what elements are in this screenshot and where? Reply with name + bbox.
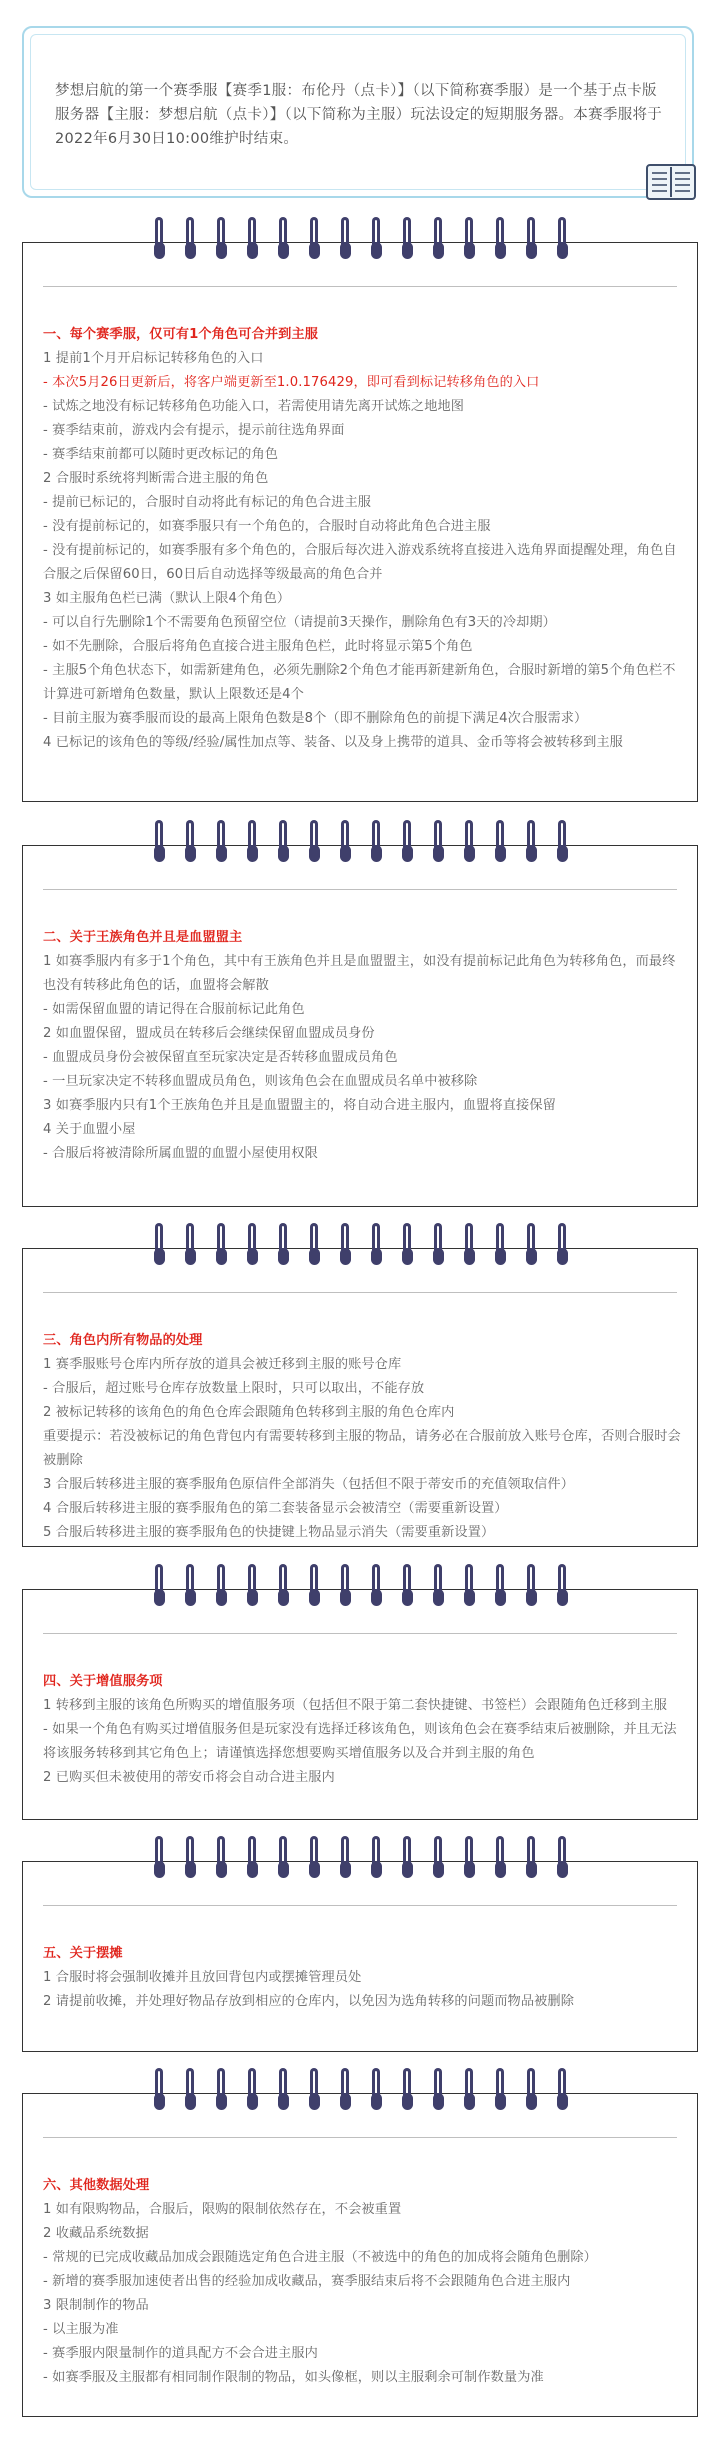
section-body: [23, 1906, 697, 2014]
binder-ring-icon: [464, 2068, 474, 2112]
section-title: 六、其他数据处理: [43, 2178, 150, 2193]
section-line: - 合服后将被清除所属血盟的血盟小屋使用权限: [43, 1146, 318, 1161]
binder-ring-icon: [247, 1564, 257, 1608]
section-line: - 如需保留血盟的请记得在合服前标记此角色: [43, 1002, 305, 1017]
binder-ring-icon: [278, 820, 288, 864]
binder-rings: [23, 820, 697, 864]
binder-ring-icon: [402, 2068, 412, 2112]
section-line: 2 如血盟保留，盟成员在转移后会继续保留血盟成员身份: [43, 1026, 375, 1041]
binder-ring-icon: [278, 2068, 288, 2112]
binder-ring-icon: [247, 217, 257, 261]
binder-ring-icon: [340, 1836, 350, 1880]
section-line: - 主服5个角色状态下，如需新建角色，必须先删除2个角色才能再新建新角色，合服时新增的第5个角色栏不计算进可新增角色数量，默认上限数还是4个: [43, 663, 676, 702]
binder-ring-icon: [464, 820, 474, 864]
binder-ring-icon: [557, 217, 567, 261]
section-line: - 本次5月26日更新后，将客户端更新至1.0.176429，即可看到标记转移角色的入口: [43, 375, 540, 390]
binder-ring-icon: [154, 820, 164, 864]
binder-rings: [23, 1836, 697, 1880]
binder-ring-icon: [340, 1564, 350, 1608]
binder-ring-icon: [433, 217, 443, 261]
intro-box: [22, 26, 694, 198]
section-line: 2 合服时系统将判断需合进主服的角色: [43, 471, 269, 486]
intro-text: 梦想启航的第一个赛季服【赛季1服：布伦丹（点卡）】（以下简称赛季服）是一个基于点卡版服务器【主服：梦想启航（点卡）】（以下简称为主服）玩法设定的短期服务器。本赛季服将于2022年6月30日10:00维护时结束。: [30, 34, 686, 190]
section-line: - 以主服为准: [43, 2322, 119, 2337]
section-line: 1 提前1个月开启标记转移角色的入口: [43, 351, 264, 366]
sections-container: [0, 242, 720, 2417]
section-line: - 一旦玩家决定不转移血盟成员角色，则该角色会在血盟成员名单中被移除: [43, 1074, 478, 1089]
binder-ring-icon: [309, 820, 319, 864]
binder-ring-icon: [247, 820, 257, 864]
section-title: 四、关于增值服务项: [43, 1674, 163, 1689]
section-title: 二、关于王族角色并且是血盟盟主: [43, 930, 243, 945]
binder-ring-icon: [278, 217, 288, 261]
binder-rings: [23, 1564, 697, 1608]
binder-ring-icon: [495, 217, 505, 261]
binder-ring-icon: [495, 1564, 505, 1608]
binder-rings: [23, 217, 697, 261]
section-body: [23, 890, 697, 1166]
binder-ring-icon: [216, 1564, 226, 1608]
binder-ring-icon: [309, 1836, 319, 1880]
binder-ring-icon: [309, 1223, 319, 1267]
notebook-section-4: [22, 1589, 698, 1820]
binder-ring-icon: [495, 2068, 505, 2112]
notebook-section-2: [22, 845, 698, 1207]
section-line: 3 合服后转移进主服的赛季服角色原信件全部消失（包括但不限于蒂安币的充值领取信件）: [43, 1477, 574, 1492]
binder-ring-icon: [371, 1564, 381, 1608]
section-line: - 如不先删除，合服后将角色直接合进主服角色栏，此时将显示第5个角色: [43, 639, 473, 654]
binder-ring-icon: [402, 1564, 412, 1608]
binder-ring-icon: [402, 1836, 412, 1880]
binder-ring-icon: [247, 1836, 257, 1880]
section-line: 1 如赛季服内有多于1个角色，其中有王族角色并且是血盟盟主，如没有提前标记此角色为转移角色，而最终也没有转移此角色的话，血盟将会解散: [43, 954, 676, 993]
section-line: - 常规的已完成收藏品加成会跟随选定角色合进主服（不被选中的角色的加成将会随角色删除）: [43, 2250, 597, 2265]
binder-ring-icon: [557, 2068, 567, 2112]
binder-ring-icon: [557, 1564, 567, 1608]
binder-ring-icon: [464, 217, 474, 261]
section-line: - 没有提前标记的，如赛季服有多个角色的，合服后每次进入游戏系统将直接进入选角界面提醒处理，角色自合服之后保留60日，60日后自动选择等级最高的角色合并: [43, 543, 677, 582]
binder-ring-icon: [464, 1223, 474, 1267]
binder-ring-icon: [216, 1223, 226, 1267]
binder-ring-icon: [433, 1223, 443, 1267]
binder-ring-icon: [309, 1564, 319, 1608]
binder-ring-icon: [154, 1836, 164, 1880]
binder-ring-icon: [557, 820, 567, 864]
section-line: 2 请提前收摊，并处理好物品存放到相应的仓库内，以免因为选角转移的问题而物品被删除: [43, 1994, 574, 2009]
section-line: - 试炼之地没有标记转移角色功能入口，若需使用请先离开试炼之地地图: [43, 399, 465, 414]
section-line: 1 合服时将会强制收摊并且放回背包内或摆摊管理员处: [43, 1970, 362, 1985]
section-body: [23, 1293, 697, 1545]
section-body: [23, 287, 697, 755]
notebook-section-3: [22, 1248, 698, 1547]
section-line: - 目前主服为赛季服而设的最高上限角色数是8个（即不删除角色的前提下满足4次合服需求）: [43, 711, 588, 726]
binder-ring-icon: [402, 1223, 412, 1267]
section-line: - 没有提前标记的，如赛季服只有一个角色的，合服时自动将此角色合进主服: [43, 519, 491, 534]
binder-ring-icon: [526, 2068, 536, 2112]
binder-ring-icon: [154, 1223, 164, 1267]
section-line: - 血盟成员身份会被保留直至玩家决定是否转移血盟成员角色: [43, 1050, 398, 1065]
notebook-section-1: [22, 242, 698, 802]
section-line: 重要提示：若没被标记的角色背包内有需要转移到主服的物品，请务必在合服前放入账号仓库，否则合服时会被删除: [43, 1429, 681, 1468]
section-line: 1 赛季服账号仓库内所存放的道具会被迁移到主服的账号仓库: [43, 1357, 402, 1372]
binder-ring-icon: [495, 820, 505, 864]
section-line: - 新增的赛季服加速使者出售的经验加成收藏品，赛季服结束后将不会跟随角色合进主服内: [43, 2274, 571, 2289]
binder-ring-icon: [371, 2068, 381, 2112]
binder-ring-icon: [433, 2068, 443, 2112]
section-line: 3 如主服角色栏已满（默认上限4个角色）: [43, 591, 291, 606]
binder-ring-icon: [526, 1223, 536, 1267]
section-line: 3 限制制作的物品: [43, 2298, 149, 2313]
binder-ring-icon: [154, 2068, 164, 2112]
binder-ring-icon: [185, 2068, 195, 2112]
section-line: 2 收藏品系统数据: [43, 2226, 149, 2241]
binder-ring-icon: [278, 1564, 288, 1608]
binder-ring-icon: [340, 217, 350, 261]
binder-rings: [23, 1223, 697, 1267]
section-line: 1 转移到主服的该角色所购买的增值服务项（包括但不限于第二套快捷键、书签栏）会跟随角色迁移到主服: [43, 1698, 668, 1713]
binder-ring-icon: [433, 1564, 443, 1608]
binder-ring-icon: [247, 2068, 257, 2112]
binder-ring-icon: [557, 1836, 567, 1880]
binder-ring-icon: [278, 1836, 288, 1880]
binder-ring-icon: [216, 2068, 226, 2112]
section-line: - 可以自行先删除1个不需要角色预留空位（请提前3天操作，删除角色有3天的冷却期）: [43, 615, 556, 630]
binder-ring-icon: [247, 1223, 257, 1267]
binder-ring-icon: [526, 820, 536, 864]
section-title: 三、角色内所有物品的处理: [43, 1333, 203, 1348]
section-line: 5 合服后转移进主服的赛季服角色的快捷键上物品显示消失（需要重新设置）: [43, 1525, 495, 1540]
section-line: 4 已标记的该角色的等级/经验/属性加点等、装备、以及身上携带的道具、金币等将会被转移到主服: [43, 735, 623, 750]
section-line: 4 关于血盟小屋: [43, 1122, 136, 1137]
binder-ring-icon: [371, 217, 381, 261]
section-title: 一、每个赛季服，仅可有1个角色可合并到主服: [43, 327, 319, 342]
binder-ring-icon: [464, 1564, 474, 1608]
section-line: 4 合服后转移进主服的赛季服角色的第二套装备显示会被清空（需要重新设置）: [43, 1501, 508, 1516]
binder-ring-icon: [371, 820, 381, 864]
section-line: 3 如赛季服内只有1个王族角色并且是血盟盟主的，将自动合进主服内，血盟将直接保留: [43, 1098, 556, 1113]
binder-ring-icon: [154, 217, 164, 261]
section-line: 2 已购买但未被使用的蒂安币将会自动合进主服内: [43, 1770, 335, 1785]
binder-ring-icon: [185, 1564, 195, 1608]
binder-ring-icon: [495, 1223, 505, 1267]
binder-ring-icon: [216, 217, 226, 261]
binder-ring-icon: [309, 2068, 319, 2112]
binder-ring-icon: [340, 1223, 350, 1267]
notebook-section-6: [22, 2093, 698, 2417]
binder-ring-icon: [185, 1836, 195, 1880]
binder-ring-icon: [340, 820, 350, 864]
binder-rings: [23, 2068, 697, 2112]
binder-ring-icon: [278, 1223, 288, 1267]
binder-ring-icon: [464, 1836, 474, 1880]
section-title: 五、关于摆摊: [43, 1946, 123, 1961]
section-line: - 提前已标记的，合服时自动将此有标记的角色合进主服: [43, 495, 372, 510]
binder-ring-icon: [402, 217, 412, 261]
binder-ring-icon: [402, 820, 412, 864]
binder-ring-icon: [371, 1223, 381, 1267]
section-line: - 赛季结束前，游戏内会有提示，提示前往选角界面: [43, 423, 345, 438]
binder-ring-icon: [433, 820, 443, 864]
binder-ring-icon: [185, 1223, 195, 1267]
binder-ring-icon: [309, 217, 319, 261]
binder-ring-icon: [526, 1836, 536, 1880]
section-line: - 赛季结束前都可以随时更改标记的角色: [43, 447, 279, 462]
binder-ring-icon: [526, 1564, 536, 1608]
binder-ring-icon: [371, 1836, 381, 1880]
section-line: - 合服后，超过账号仓库存放数量上限时，只可以取出，不能存放: [43, 1381, 425, 1396]
section-line: - 如赛季服及主服都有相同制作限制的物品，如头像框，则以主服剩余可制作数量为准: [43, 2370, 544, 2385]
binder-ring-icon: [185, 217, 195, 261]
binder-ring-icon: [185, 820, 195, 864]
binder-ring-icon: [557, 1223, 567, 1267]
open-book-icon: [646, 164, 696, 200]
section-body: [23, 1634, 697, 1790]
binder-ring-icon: [216, 1836, 226, 1880]
binder-ring-icon: [433, 1836, 443, 1880]
binder-ring-icon: [340, 2068, 350, 2112]
section-line: - 如果一个角色有购买过增值服务但是玩家没有选择迁移该角色，则该角色会在赛季结束后被删除，并且无法将该服务转移到其它角色上；请谨慎选择您想要购买增值服务以及合并到主服的角色: [43, 1722, 677, 1761]
section-line: 1 如有限购物品，合服后，限购的限制依然存在，不会被重置: [43, 2202, 402, 2217]
binder-ring-icon: [495, 1836, 505, 1880]
section-line: - 赛季服内限量制作的道具配方不会合进主服内: [43, 2346, 318, 2361]
section-body: [23, 2138, 697, 2390]
binder-ring-icon: [154, 1564, 164, 1608]
binder-ring-icon: [526, 217, 536, 261]
binder-ring-icon: [216, 820, 226, 864]
notebook-section-5: [22, 1861, 698, 2052]
section-line: 2 被标记转移的该角色的角色仓库会跟随角色转移到主服的角色仓库内: [43, 1405, 455, 1420]
